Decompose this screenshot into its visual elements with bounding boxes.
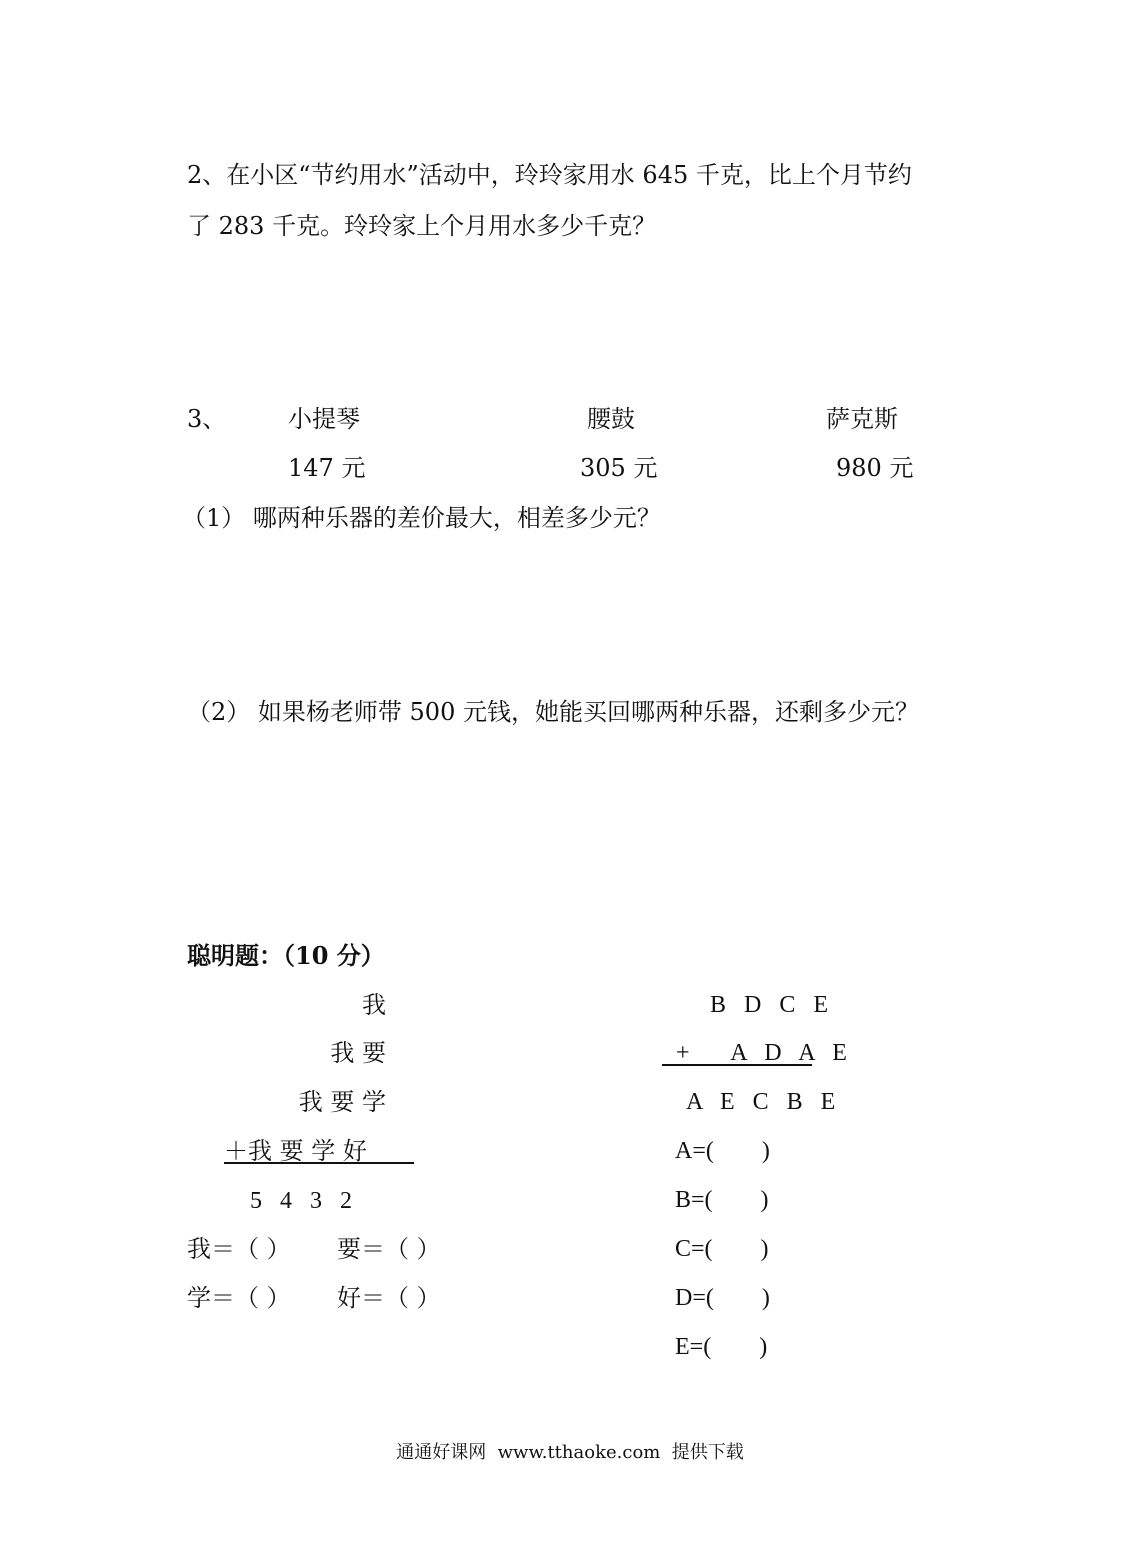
left-puzzle-row-3: 我 要 学 [298,1088,386,1116]
answer-xue: 学＝（ ） [187,1284,291,1312]
answer-d: D=( ) [675,1285,770,1311]
instrument-name-drum: 腰鼓 [587,405,635,433]
instrument-price-drum: 305 元 [580,454,658,482]
q3-number: 3、 [187,405,227,433]
instrument-price-saxophone: 980 元 [836,454,914,482]
answer-a: A=( ) [675,1138,770,1164]
left-puzzle-row-2: 我 要 [330,1039,386,1067]
q2-line-1: 2、在小区“节约用水”活动中，玲玲家用水 645 千克，比上个月节约 [187,161,912,189]
smart-question-title: 聪明题：（10 分） [187,941,385,970]
right-sum-line [662,1064,812,1066]
instrument-price-violin: 147 元 [288,454,366,482]
answer-b: B=( ) [675,1187,769,1213]
instrument-name-saxophone: 萨克斯 [826,405,898,433]
right-puzzle-row-2: + A D A E [676,1040,853,1066]
left-puzzle-row-1: 我 [362,991,386,1019]
q3-sub-question-2: （2） 如果杨老师带 500 元钱，她能买回哪两种乐器，还剩多少元？ [187,698,919,726]
answer-wo: 我＝（ ） [187,1235,291,1263]
answer-hao: 好＝（ ） [337,1284,441,1312]
answer-e: E=( ) [675,1334,768,1360]
right-puzzle-row-1: B D C E [710,992,835,1018]
footer-text: 通通好课网 www.tthaoke.com 提供下载 [396,1442,744,1463]
answer-yao: 要＝（ ） [337,1235,441,1263]
instrument-name-violin: 小提琴 [288,405,360,433]
right-puzzle-result: A E C B E [686,1089,842,1115]
answer-c: C=( ) [675,1236,769,1262]
q3-sub-question-1: （1） 哪两种乐器的差价最大，相差多少元？ [182,504,661,532]
left-puzzle-result: 5 4 3 2 [250,1188,352,1214]
left-sum-line [224,1162,414,1164]
q2-line-2: 了 283 千克。玲玲家上个月用水多少千克？ [187,212,657,240]
left-puzzle-row-4: ＋我 要 学 好 [224,1137,367,1165]
